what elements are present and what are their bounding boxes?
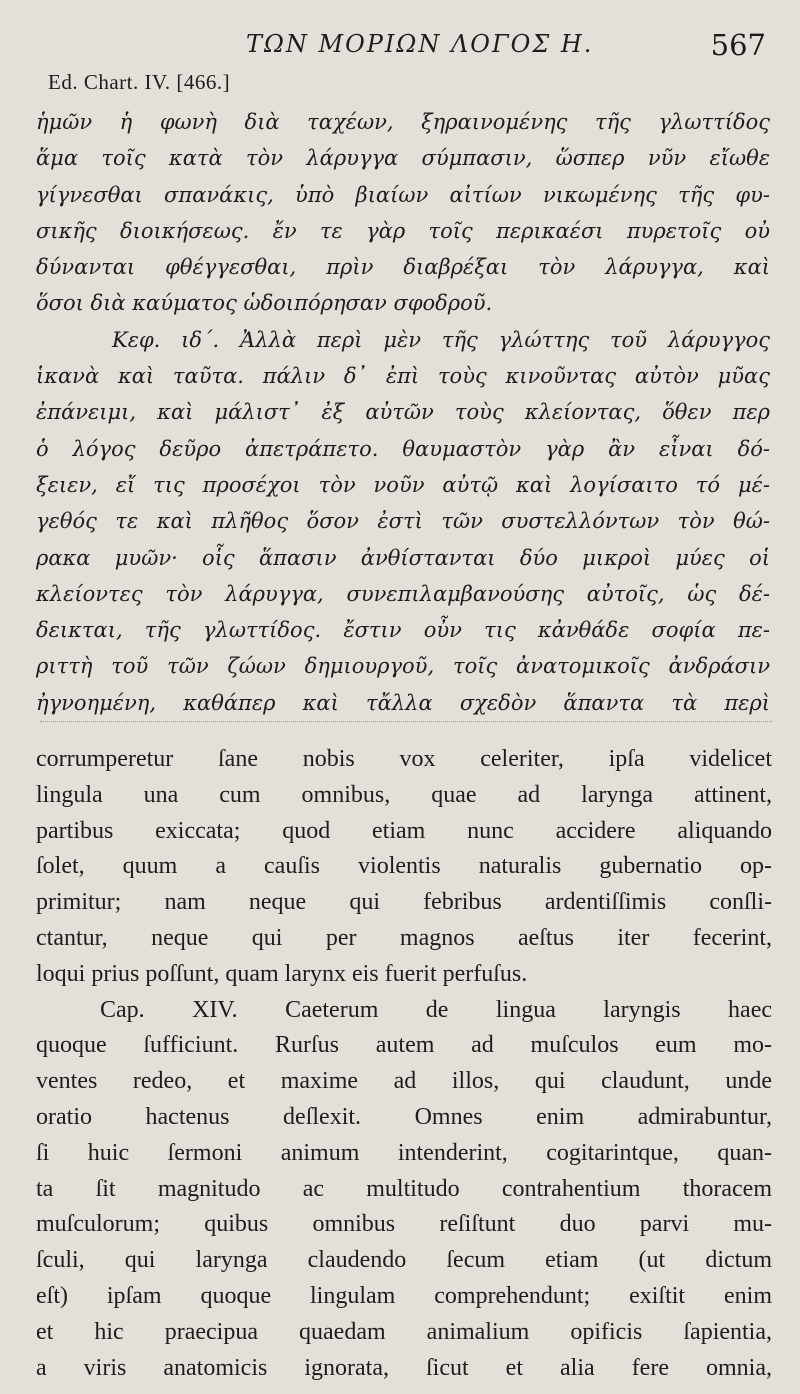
greek-line: δύνανται φθέγγεσθαι, πρὶν διαβρέξαι τὸν λάρυγγα, καὶ [36, 255, 770, 280]
running-head [0, 30, 800, 66]
greek-chapter-heading-line: Κεφ. ιδ΄. Ἀλλὰ περὶ μὲν τῆς γλώττης τοῦ λάρυγγος [112, 327, 770, 352]
greek-line: ξειεν, εἴ τις προσέχοι τὸν νοῦν αὐτῷ καὶ λογίσαιτο τό μέ- [36, 472, 770, 497]
latin-line: ta ſit magnitudo ac multitudo contrahentium thoracem [36, 1175, 772, 1202]
edition-reference: Ed. Chart. IV. [466.] [48, 70, 231, 94]
latin-line: primitur; nam neque qui febribus ardentiſſimis conſli- [36, 889, 772, 916]
latin-line: quoque ſufficiunt. Rurſus autem ad muſculos eum mo- [36, 1032, 772, 1059]
section-divider [40, 721, 772, 722]
greek-line: σικῆς διοικήσεως. ἔν τε γὰρ τοῖς περικαέσι πυρετοῖς οὐ [36, 218, 770, 243]
greek-line: γεθός τε καὶ πλῆθος ὅσον ἐστὶ τῶν συστελλόντων τὸν θώ- [36, 509, 770, 534]
greek-line: γίγνεσθαι σπανάκις, ὑπὸ βιαίων αἰτίων νικωμένης τῆς φυ- [36, 182, 770, 207]
greek-line: ὅσοι διὰ καύματος ὡδοιπόρησαν σφοδροῦ. [36, 291, 493, 316]
latin-line: lingula una cum omnibus, quae ad laryngа attinent, [36, 781, 772, 808]
latin-line: ventes redeo, et maxime ad illos, qui claudunt, unde [36, 1068, 772, 1095]
latin-line: a viris anatomicis ignorata, ſicut et alia fere omnia, [36, 1354, 772, 1381]
latin-line: ſolet, quum a cauſis violentis naturalis gubernatio op- [36, 853, 772, 880]
greek-line: ἡμῶν ἡ φωνὴ διὰ ταχέων, ξηραινομένης τῆς γλωττίδος [36, 110, 770, 134]
greek-text-column [36, 104, 770, 721]
latin-line: eſt) ipſam quoque lingulam comprehendunt; exiſtit enim [36, 1282, 772, 1309]
page-number: 567 [710, 28, 766, 62]
greek-line: ἐπάνειμι, καὶ μάλιστ᾽ ἐξ αὐτῶν τοὺς κλείοντας, ὅθεν περ [36, 400, 770, 425]
latin-text-column [36, 742, 772, 1386]
latin-line: corrumperetur ſane nobis vox celeriter, ipſa videlicet [36, 746, 772, 772]
greek-line: ἅμα τοῖς κατὰ τὸν λάρυγγα σύμπασιν, ὥσπερ νῦν εἴωθε [36, 146, 770, 171]
greek-line: κλείοντες τὸν λάρυγγα, συνεπιλαμβανούσης αὐτοῖς, ὡς δέ- [36, 581, 770, 606]
running-title: ΤΩΝ ΜΟΡΙΩΝ ΛΟΓΟΣ Η. [246, 30, 594, 58]
greek-line: ἱκανὰ καὶ ταῦτα. πάλιν δ᾽ ἐπὶ τοὺς κινοῦντας αὐτὸν μῦας [36, 364, 770, 389]
greek-line: δεικται, τῆς γλωττίδος. ἔστιν οὖν τις κἀνθάδε σοφία πε- [36, 618, 770, 643]
latin-line: ſi huic ſermoni animum intenderint, cogitarintque, quan- [36, 1139, 772, 1166]
latin-line: ſculi, qui larynga claudendo ſecum etiam (ut dictum [36, 1247, 772, 1274]
latin-line: oratio hactenus deſlexit. Omnes enim admirabuntur, [36, 1103, 772, 1130]
latin-line: partibus exiccata; quod etiam nunc accidere aliquando [36, 817, 772, 844]
latin-line: muſculorum; quibus omnibus reſiſtunt duo parvi mu- [36, 1211, 772, 1238]
greek-line: ριττὴ τοῦ τῶν ζώων δημιουργοῦ, τοῖς ἀνατομικοῖς ἀνδράσιν [36, 654, 770, 679]
greek-line: ρακα μυῶν· οἷς ἅπασιν ἀνθίστανται δύο μικροὶ μύες οἱ [36, 545, 770, 570]
greek-line: ὁ λόγος δεῦρο ἀπετράπετο. θαυμαστὸν γὰρ ἂν εἶναι δό- [36, 436, 770, 461]
latin-chapter-heading-line: Cap. XIV. Caeterum de lingua laryngis haec [100, 996, 772, 1023]
latin-line: et hic praecipua quaedam animalium opificis ſapientia, [36, 1318, 772, 1345]
greek-line: ἠγνοημένη, καθάπερ καὶ τἄλλα σχεδὸν ἅπαντα τὰ περὶ [36, 690, 770, 715]
latin-line: loqui prius poſſunt, quam larynx eis fuerit perfuſus. [36, 960, 528, 987]
latin-line: ctantur, neque qui per magnos aeſtus iter fecerint, [36, 924, 772, 951]
